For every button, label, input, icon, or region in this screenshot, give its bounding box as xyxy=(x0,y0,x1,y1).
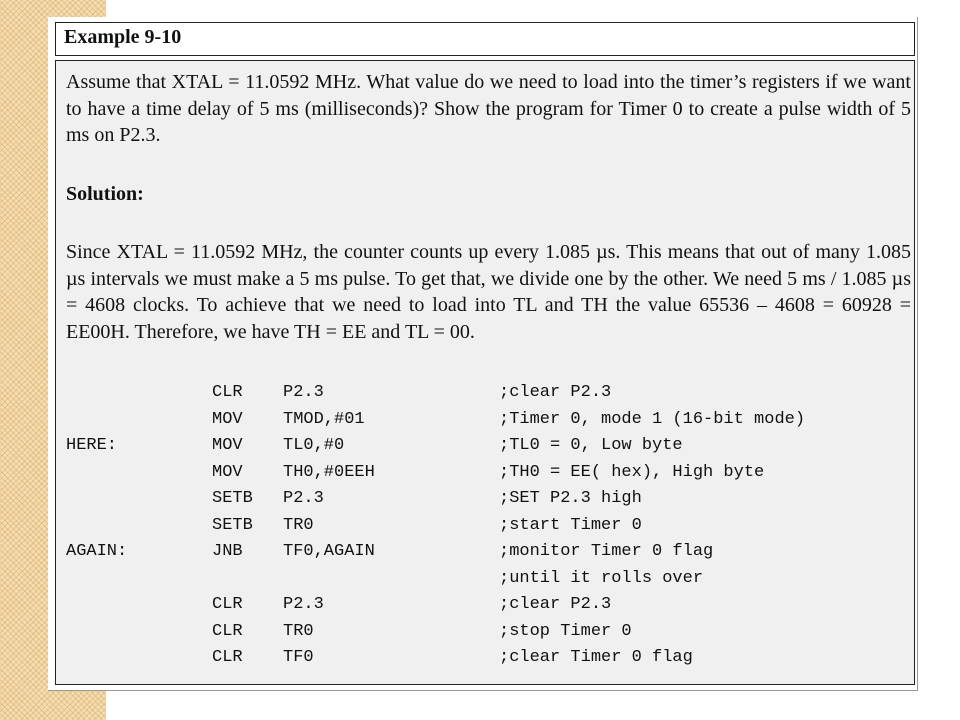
code-comment: ;SET P2.3 high xyxy=(499,489,642,508)
code-operand: P2.3 xyxy=(283,595,324,614)
code-operand: P2.3 xyxy=(283,383,324,402)
code-line xyxy=(56,539,916,566)
code-opcode: SETB xyxy=(212,489,253,508)
code-opcode: CLR xyxy=(212,595,243,614)
code-comment: ;monitor Timer 0 flag xyxy=(499,542,714,561)
code-comment: ;Timer 0, mode 1 (16-bit mode) xyxy=(499,409,806,429)
code-comment: ;TL0 = 0, Low byte xyxy=(499,436,683,455)
code-comment: ;TH0 = EE( hex), High byte xyxy=(499,462,765,482)
code-line xyxy=(56,513,916,540)
code-label: HERE: xyxy=(66,436,118,455)
code-line xyxy=(56,433,916,460)
code-line xyxy=(56,407,916,434)
code-operand: TMOD,#01 xyxy=(283,409,365,429)
code-operand: TH0,#0EEH xyxy=(283,462,375,482)
solution-heading: Solution: xyxy=(66,183,144,205)
code-comment: ;start Timer 0 xyxy=(499,515,642,535)
code-listing xyxy=(56,380,916,672)
code-opcode: MOV xyxy=(212,462,243,482)
code-opcode: CLR xyxy=(212,648,243,667)
example-header xyxy=(55,22,915,56)
example-title: Example 9-10 xyxy=(64,26,182,48)
code-line xyxy=(56,460,916,487)
question-text: Assume that XTAL = 11.0592 MHz. What value do we need to load into the timer’s registers if we want to have a time delay of 5 ms (milliseconds)? Show the program for Timer 0 to create a pulse width of 5 ms on P2.3. xyxy=(66,71,911,146)
code-opcode: CLR xyxy=(212,383,243,402)
code-line xyxy=(56,645,916,672)
code-line xyxy=(56,592,916,619)
example-body xyxy=(55,60,915,685)
code-line xyxy=(56,486,916,513)
code-operand: TR0 xyxy=(283,621,314,641)
code-comment: ;until it rolls over xyxy=(499,568,704,588)
code-comment: ;stop Timer 0 xyxy=(499,621,632,641)
code-opcode: SETB xyxy=(212,515,253,535)
code-operand: TF0,AGAIN xyxy=(283,542,375,561)
code-line xyxy=(56,566,916,593)
code-operand: TR0 xyxy=(283,515,314,535)
code-opcode: MOV xyxy=(212,409,243,429)
code-label: AGAIN: xyxy=(66,542,128,561)
code-comment: ;clear Timer 0 flag xyxy=(499,648,693,667)
code-comment: ;clear P2.3 xyxy=(499,595,612,614)
code-line xyxy=(56,380,916,407)
code-comment: ;clear P2.3 xyxy=(499,383,612,402)
code-operand: TL0,#0 xyxy=(283,436,345,455)
code-opcode: JNB xyxy=(212,542,243,561)
code-operand: P2.3 xyxy=(283,489,324,508)
code-line xyxy=(56,619,916,646)
solution-text: Since XTAL = 11.0592 MHz, the counter counts up every 1.085 µs. This means that out of many 1.085 µs intervals we must make a 5 ms pulse. To get that, we divide one by the other. We need 5 ms / 1.085 µs = 4608 clocks. To achieve that we need to load into TL and TH the value 65536 – 4608 = 60928 = EE00H. Therefore, we have TH = EE and TL = 00. xyxy=(66,241,911,343)
code-opcode: CLR xyxy=(212,621,243,641)
code-opcode: MOV xyxy=(212,436,243,455)
code-operand: TF0 xyxy=(283,648,314,667)
